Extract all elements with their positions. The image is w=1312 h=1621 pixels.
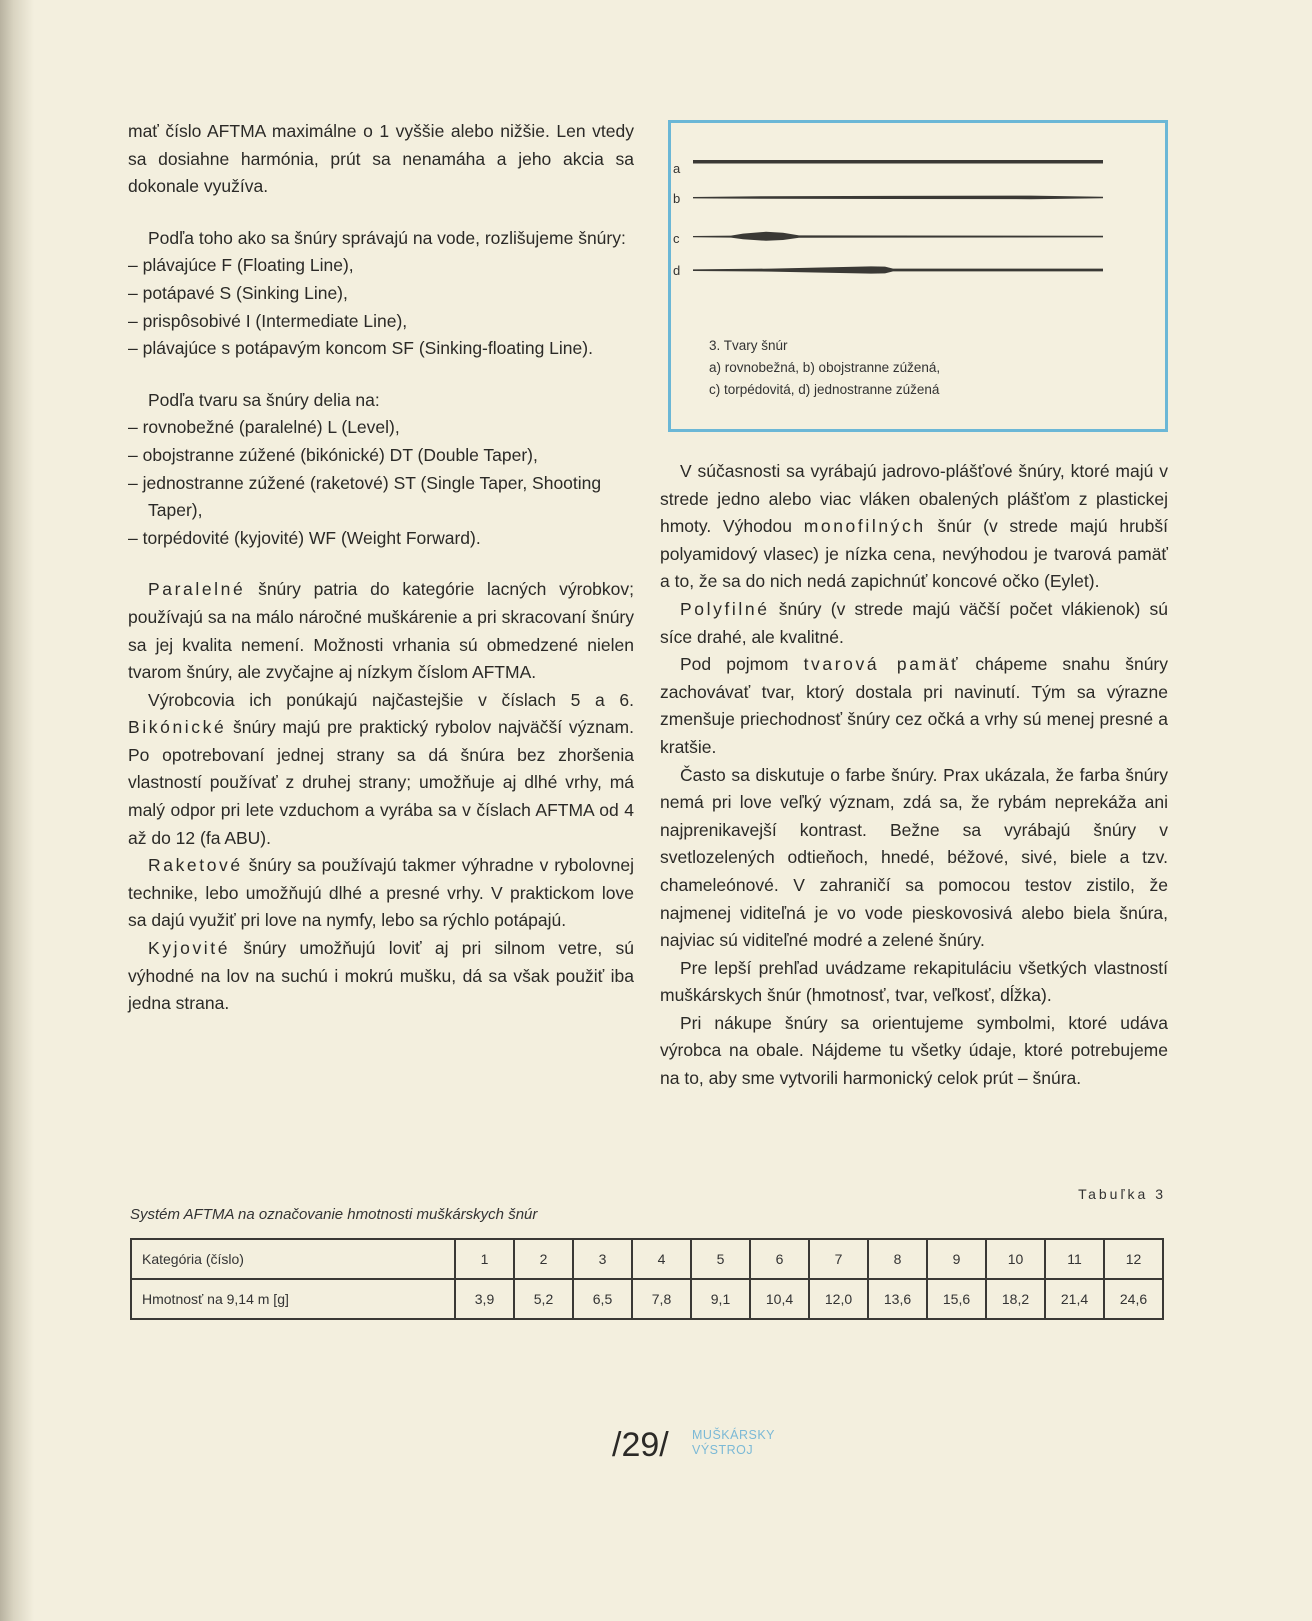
- paragraph-core-sheath-lines: V súčasnosti sa vyrábajú jadrovo-plášťové šnúry, ktoré majú v strede jedno alebo viac vláken obalených plášťom z plastickej hmoty. Výhodou monofilných šnúr (v strede majú hrubší polyamidový vlasec) je nízka cena, nevýhodou je tvarová pamäť a to, že sa do nich nedá zapichnúť koncové očko (Eylet).: [660, 461, 1168, 592]
- line-single-taper-shape: [693, 266, 1103, 273]
- row-header-category: Kategória (číslo): [131, 1239, 455, 1279]
- caption-line-2: c) torpédovitá, d) jednostranne zúžená: [709, 382, 940, 397]
- paragraph-overview: Pre lepší prehľad uvádzame rekapituláciu všetkých vlastností muškárskych šnúr (hmotnosť, tvar, veľkosť, dĺžka).: [660, 957, 1168, 1006]
- paragraph-shape-memory: Pod pojmom tvarová pamäť chápeme snahu šnúry zachovávať tvar, ktorý dostala pri navinutí. Tým sa výrazne zmenšuje priechodnosť šnúry cez očká a vrhy sú menej presné a kratšie.: [660, 654, 1169, 757]
- caption-line-1: a) rovnobežná, b) obojstranne zúžená,: [709, 360, 941, 375]
- table-cell: 13,6: [868, 1279, 927, 1319]
- label-a: a: [673, 161, 681, 176]
- table-cell: 6,5: [573, 1279, 632, 1319]
- line-level-shape: [693, 160, 1103, 164]
- term-rocket: Raketové: [148, 855, 243, 876]
- paragraph-rocket-lines: Raketové šnúry sa používajú takmer výhradne v rybolovnej technike, lebo umožňujú dlhé a presné vrhy. V praktickom love sa dajú využiť pri love na nymfy, lebo sa rýchlo potápajú.: [128, 855, 634, 931]
- paragraph-aftma-harmony: mať číslo AFTMA maximálne o 1 vyššie alebo nižšie. Len vtedy sa dosiahne harmónia, prút sa nenamáha a jeho akcia sa dokonale využíva.: [128, 121, 634, 197]
- list-item: – obojstranne zúžené (bikónické) DT (Double Taper),: [128, 444, 538, 465]
- term-parallel: Paralelné: [148, 579, 246, 600]
- table-cell: 4: [632, 1239, 691, 1279]
- table-cell: 9,1: [691, 1279, 750, 1319]
- table-cell: 2: [514, 1239, 573, 1279]
- line-torpedo-shape: [693, 232, 1103, 241]
- table-cell: 7: [809, 1239, 868, 1279]
- aftma-table: [130, 1238, 1164, 1320]
- term-monofilament: monofilných: [803, 516, 926, 537]
- table-cell: 5: [691, 1239, 750, 1279]
- label-d: d: [673, 263, 681, 278]
- table-cell: 18,2: [986, 1279, 1045, 1319]
- table-cell: 12: [1104, 1239, 1163, 1279]
- table-cell: 8: [868, 1239, 927, 1279]
- paragraph-line-color: Často sa diskutuje o farbe šnúry. Prax ukázala, že farba šnúry nemá pri love veľký význam, zdá sa, že rybám neprekáža ani najprenikavejší kontrast. Bežne sa vyrábajú šnúry v svetlozelených odtieňoch, hnedé, béžové, sivé, biele a tzv. chameleónové. V zahraničí sa pomocou testov zistilo, že najmenej viditeľná je vo vode pieskovosivá alebo biela šnúra, najviac sú viditeľné modré a zelené šnúry.: [660, 764, 1168, 951]
- table-cell: 6: [750, 1239, 809, 1279]
- figure-line-shapes: [668, 120, 1168, 432]
- term-polyfilament: Polyfilné: [680, 598, 770, 619]
- caption-title: 3. Tvary šnúr: [709, 338, 788, 353]
- table-cell: 11: [1045, 1239, 1104, 1279]
- paragraph-bicone-lines: Výrobcovia ich ponúkajú najčastejšie v číslach 5 a 6. Bikónické šnúry majú pre praktický rybolov najväčší význam. Po opotrebovaní jednej strany sa dá šnúra bez zhoršenia vlastností používať z druhej strany; umožňuje aj dlhé vrhy, má malý odpor pri lete vzduchom a vyrába sa v číslach AFTMA od 4 až do 12 (fa ABU).: [128, 689, 634, 848]
- paragraph-purchase: Pri nákupe šnúry sa orientujeme symbolmi, ktoré udáva výrobca na obale. Nájdeme tu všetky údaje, ktoré potrebujeme na to, aby sme vytvorili harmonický celok prút – šnúra.: [660, 1012, 1168, 1089]
- table-cell: 24,6: [1104, 1279, 1163, 1319]
- table-cell: 5,2: [514, 1279, 573, 1319]
- label-b: b: [673, 191, 681, 206]
- section-title: MUŠKÁRSKY VÝSTROJ: [692, 1428, 775, 1457]
- table-number: Tabuľka 3: [1078, 1186, 1166, 1202]
- table-cell: 9: [927, 1239, 986, 1279]
- list-item: – potápavé S (Sinking Line),: [128, 282, 348, 303]
- paragraph-water-behaviour-intro: Podľa toho ako sa šnúry správajú na vode, rozlišujeme šnúry:: [148, 227, 626, 248]
- row-header-weight: Hmotnosť na 9,14 m [g]: [131, 1279, 455, 1319]
- right-column: [660, 458, 1168, 1093]
- paragraph-polyfilament-lines: Polyfilné šnúry (v strede majú väčší počet vlákienok) sú síce drahé, ale kvalitné.: [660, 598, 1168, 647]
- paragraph-shape-intro: Podľa tvaru sa šnúry delia na:: [148, 389, 380, 410]
- term-club: Kyjovité: [148, 938, 231, 959]
- table-cell: 1: [455, 1239, 514, 1279]
- table-title: Systém AFTMA na označovanie hmotnosti muškárskych šnúr: [130, 1206, 538, 1223]
- list-item: – torpédovité (kyjovité) WF (Weight Forward).: [128, 527, 481, 548]
- list-item: – prispôsobivé I (Intermediate Line),: [128, 310, 408, 331]
- left-column: [128, 118, 634, 1018]
- list-item: – jednostranne zúžené (raketové) ST (Single Taper, Shooting Taper),: [128, 472, 602, 521]
- list-item: – rovnobežné (paralelné) L (Level),: [128, 417, 400, 438]
- list-water-types: [128, 252, 634, 362]
- term-shape-memory: tvarová pamäť: [803, 654, 961, 675]
- table-cell: 10,4: [750, 1279, 809, 1319]
- table-cell: 12,0: [809, 1279, 868, 1319]
- table-cell: 3: [573, 1239, 632, 1279]
- list-shape-types: [128, 414, 634, 552]
- table-cell: 21,4: [1045, 1279, 1104, 1319]
- table-cell: 15,6: [927, 1279, 986, 1319]
- line-double-taper-shape: [693, 196, 1103, 200]
- figure-caption: [709, 335, 940, 401]
- list-item: – plávajúce F (Floating Line),: [128, 255, 354, 276]
- table-row: [131, 1279, 1163, 1319]
- table-row: [131, 1239, 1163, 1279]
- label-c: c: [673, 231, 680, 246]
- term-bicone: Bikónické: [128, 717, 227, 738]
- page-spine-shadow: [0, 0, 34, 1621]
- table-cell: 10: [986, 1239, 1045, 1279]
- table-cell: 3,9: [455, 1279, 514, 1319]
- page-number: /29/: [612, 1426, 669, 1464]
- paragraph-club-lines: Kyjovité šnúry umožňujú loviť aj pri silnom vetre, sú výhodné na lov na suchú i mokrú mušku, dá sa však použiť iba jedna strana.: [128, 938, 634, 1014]
- list-item: – plávajúce s potápavým koncom SF (Sinking-floating Line).: [128, 338, 593, 359]
- paragraph-parallel-lines: Paralelné šnúry patria do kategórie lacných výrobkov; používajú sa na málo náročné muškárenie a pri skracovaní šnúry sa jej kvalita nemení. Možnosti vrhania sú obmedzené nielen tvarom šnúry, ale zvyčajne aj nízkym číslom AFTMA.: [128, 579, 634, 683]
- table-cell: 7,8: [632, 1279, 691, 1319]
